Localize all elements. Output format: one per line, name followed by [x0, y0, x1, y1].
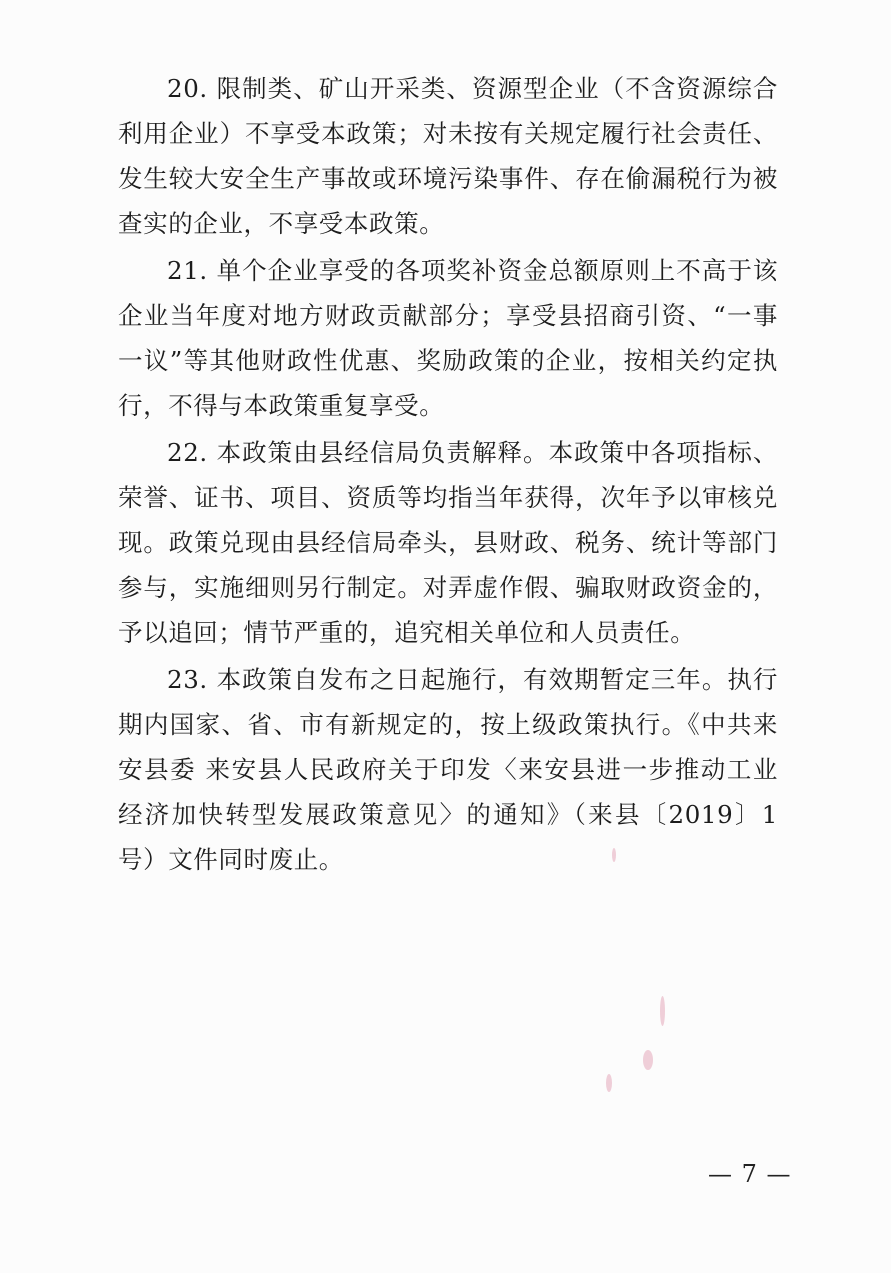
seal-mark [643, 1050, 653, 1070]
clause-23: 23. 本政策自发布之日起施行，有效期暂定三年。执行期内国家、省、市有新规定的，按上级政策执行。《中共来安县委 来安县人民政府关于印发〈来安县进一步推动工业经济加快转型发展政策意见〉的通知》（来县〔2019〕1 号）文件同时废止。 [118, 665, 778, 874]
seal-mark [660, 996, 665, 1026]
seal-mark [606, 1074, 612, 1092]
clause-21: 21. 单个企业享受的各项奖补资金总额原则上不高于该企业当年度对地方财政贡献部分；享受县招商引资、“一事一议”等其他财政性优惠、奖励政策的企业，按相关约定执行，不得与本政策重复享受。 [118, 256, 778, 420]
seal-mark [612, 848, 616, 862]
document-body [118, 66, 778, 884]
page-number: — 7 — [708, 1160, 792, 1188]
clause-20: 20. 限制类、矿山开采类、资源型企业（不含资源综合利用企业）不享受本政策；对未按有关规定履行社会责任、发生较大安全生产事故或环境污染事件、存在偷漏税行为被查实的企业，不享受本政策。 [118, 74, 778, 238]
clause-22: 22. 本政策由县经信局负责解释。本政策中各项指标、荣誉、证书、项目、资质等均指当年获得，次年予以审核兑现。政策兑现由县经信局牵头，县财政、税务、统计等部门参与，实施细则另行制定。对弄虚作假、骗取财政资金的，予以追回；情节严重的，追究相关单位和人员责任。 [118, 438, 778, 647]
